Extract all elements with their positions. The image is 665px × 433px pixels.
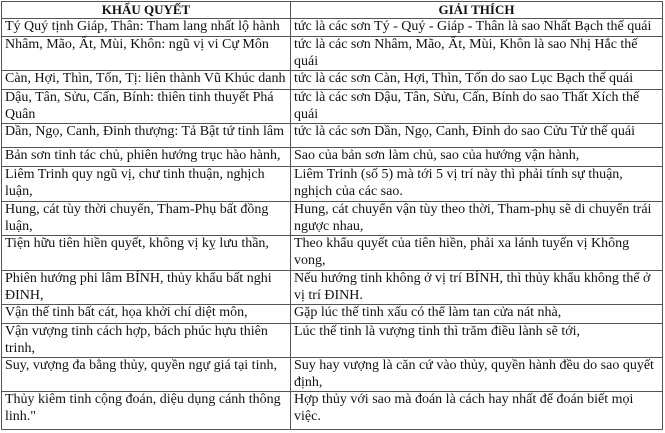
khau-quyet-cell: Vận vượng tinh cách hợp, bách phúc hựu thiên trinh, [2,324,291,358]
giai-thich-cell: Lúc thế tinh là vượng tinh thì trăm điều lành sẽ tới, [291,324,663,358]
khau-quyet-cell: Tiện hữu tiên hiền quyết, không vị kỵ lưu thần, [2,236,291,271]
giai-thich-cell: tức là các sơn Càn, Hợi, Thìn, Tốn do sao Lục Bạch thế quái [291,71,663,90]
table-row [2,124,663,148]
table-row [2,37,663,71]
table-row [2,392,663,430]
khau-quyet-table [1,1,663,430]
giai-thich-cell: tức là các sơn Tý - Quý - Giáp - Thân là sao Nhất Bạch thế quái [291,19,663,37]
table-row [2,236,663,271]
table-row [2,71,663,90]
giai-thich-cell: tức là các sơn Dần, Ngọ, Canh, Đinh do sao Cửu Tử thế quái [291,124,663,148]
table-header-row [2,2,663,19]
khau-quyet-cell: Hung, cát tùy thời chuyển, Tham-Phụ bất đồng luận, [2,202,291,236]
giai-thich-cell: Theo khẩu quyết của tiên hiền, phải xa lánh tuyến vị Không vong, [291,236,663,271]
khau-quyet-cell: Liêm Trinh quy ngũ vị, chư tinh thuận, nghịch luận, [2,167,291,202]
giai-thich-cell: Hợp thủy với sao mà đoán là cách hay nhất để đoán biết mọi việc. [291,392,663,430]
giai-thich-cell: tức là các sơn Dậu, Tân, Sửu, Cấn, Bính do sao Thất Xích thế quái [291,90,663,124]
khau-quyet-cell: Tý Quý tịnh Giáp, Thân: Tham lang nhất lộ hành [2,19,291,37]
khau-quyet-cell: Dậu, Tân, Sửu, Cấn, Bính: thiên tinh thuyết Phá Quân [2,90,291,124]
khau-quyet-cell: Càn, Hợi, Thìn, Tốn, Tị: liên thành Vũ Khúc danh [2,71,291,90]
giai-thich-cell: Nếu hướng tinh không ở vị trí BÍNH, thì thủy khẩu không thể ở vị trí ĐINH. [291,271,663,305]
table-row [2,271,663,305]
table-row [2,167,663,202]
giai-thich-cell: tức là các sơn Nhâm, Mão, Ất, Mùi, Khôn là sao Nhị Hắc thế quái [291,37,663,71]
khau-quyet-cell: Bản sơn tinh tác chủ, phiên hướng trục hào hành, [2,148,291,167]
khau-quyet-cell: Suy, vượng đa bằng thủy, quyền ngự giá tại tinh, [2,358,291,392]
giai-thich-cell: Liêm Trinh (số 5) mà tới 5 vị trí này thì phải tính sự thuận, nghịch của các sao. [291,167,663,202]
khau-quyet-cell: Nhâm, Mão, Ất, Mùi, Khôn: ngũ vị vi Cự Môn [2,37,291,71]
table-row [2,358,663,392]
table-row [2,202,663,236]
table-row [2,90,663,124]
table-row [2,305,663,324]
table-row [2,324,663,358]
giai-thich-cell: Suy hay vượng là căn cứ vào thủy, quyền hành đều do sao quyết định, [291,358,663,392]
khau-quyet-cell: Thủy kiêm tinh cộng đoán, diệu dụng cánh thông linh." [2,392,291,430]
table-row [2,148,663,167]
header-khau-quyet: KHẨU QUYẾT [2,2,291,19]
giai-thich-cell: Sao của bản sơn làm chủ, sao của hướng vận hành, [291,148,663,167]
giai-thich-cell: Gặp lúc thế tinh xấu có thể làm tan cửa nát nhà, [291,305,663,324]
giai-thich-cell: Hung, cát chuyển vận tùy theo thời, Tham-phụ sẽ di chuyển trái ngược nhau, [291,202,663,236]
header-giai-thich: GIẢI THÍCH [291,2,663,19]
table-row [2,19,663,37]
khau-quyet-cell: Vận thế tinh bất cát, họa khởi chí diệt môn, [2,305,291,324]
khau-quyet-cell: Phiên hướng phi lâm BÍNH, thủy khẩu bất nghi ĐINH, [2,271,291,305]
khau-quyet-cell: Dần, Ngọ, Canh, Đinh thượng: Tả Bật tứ tinh lâm [2,124,291,148]
table-body [2,19,663,430]
